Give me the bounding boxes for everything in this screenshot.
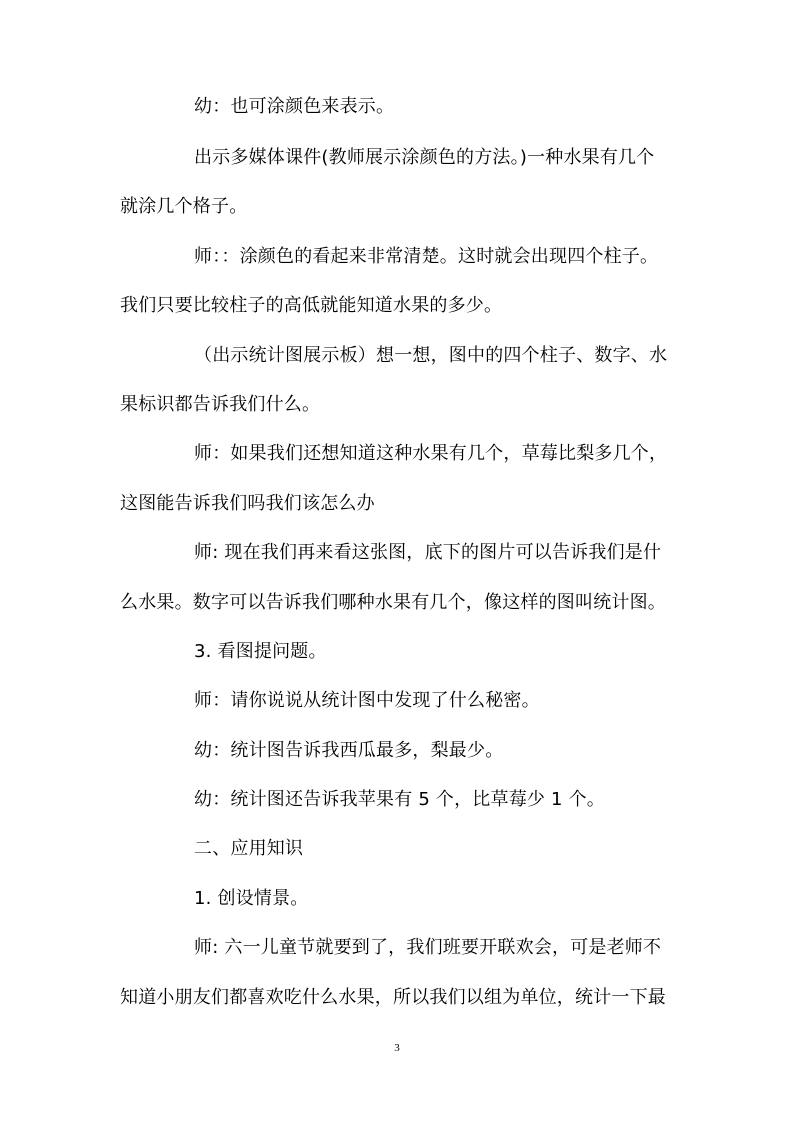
paragraph-line: 我们只要比较柱子的高低就能知道水果的多少。 [120,295,503,316]
paragraph-line: 幼：统计图告诉我西瓜最多，梨最少。 [194,740,504,761]
paragraph-line: 师: 现在我们再来看这张图，底下的图片可以告诉我们是什 [194,542,662,563]
paragraph-line: 幼：统计图还告诉我苹果有 5 个，比草莓少 1 个。 [194,789,605,810]
paragraph-line: 师：请你说说从统计图中发现了什么秘密。 [194,690,540,711]
paragraph-line: 师: 六一儿童节就要到了，我们班要开联欢会，可是老师不 [194,937,662,958]
page-number: 3 [394,1042,400,1054]
section-heading: 二、应用知识 [194,838,304,859]
paragraph-line: 师：：涂颜色的看起来非常清楚。这时就会出现四个柱子。 [194,246,659,267]
paragraph-line: 么水果。数字可以告诉我们哪种水果有几个，像这样的图叫统计图。 [120,592,666,613]
paragraph-line: 幼：也可涂颜色来表示。 [194,96,395,117]
paragraph-line: 3. 看图提问题。 [194,641,327,662]
paragraph-line: 知道小朋友们都喜欢吃什么水果，所以我们以组为单位，统计一下最 [120,987,666,1008]
paragraph-line: （出示统计图展示板）想一想，图中的四个柱子、数字、水 [194,345,668,366]
paragraph-line: 这图能告诉我们吗我们该怎么办 [120,493,375,514]
paragraph-line: 出示多媒体课件(教师展示涂颜色的方法。)一种水果有几个 [194,147,655,168]
paragraph-line: 1. 创设情景。 [194,888,309,909]
paragraph-line: 果标识都告诉我们什么。 [120,394,321,415]
paragraph-line: 师：如果我们还想知道这种水果有几个，草莓比梨多几个， [194,443,668,464]
paragraph-line: 就涂几个格子。 [120,196,248,217]
